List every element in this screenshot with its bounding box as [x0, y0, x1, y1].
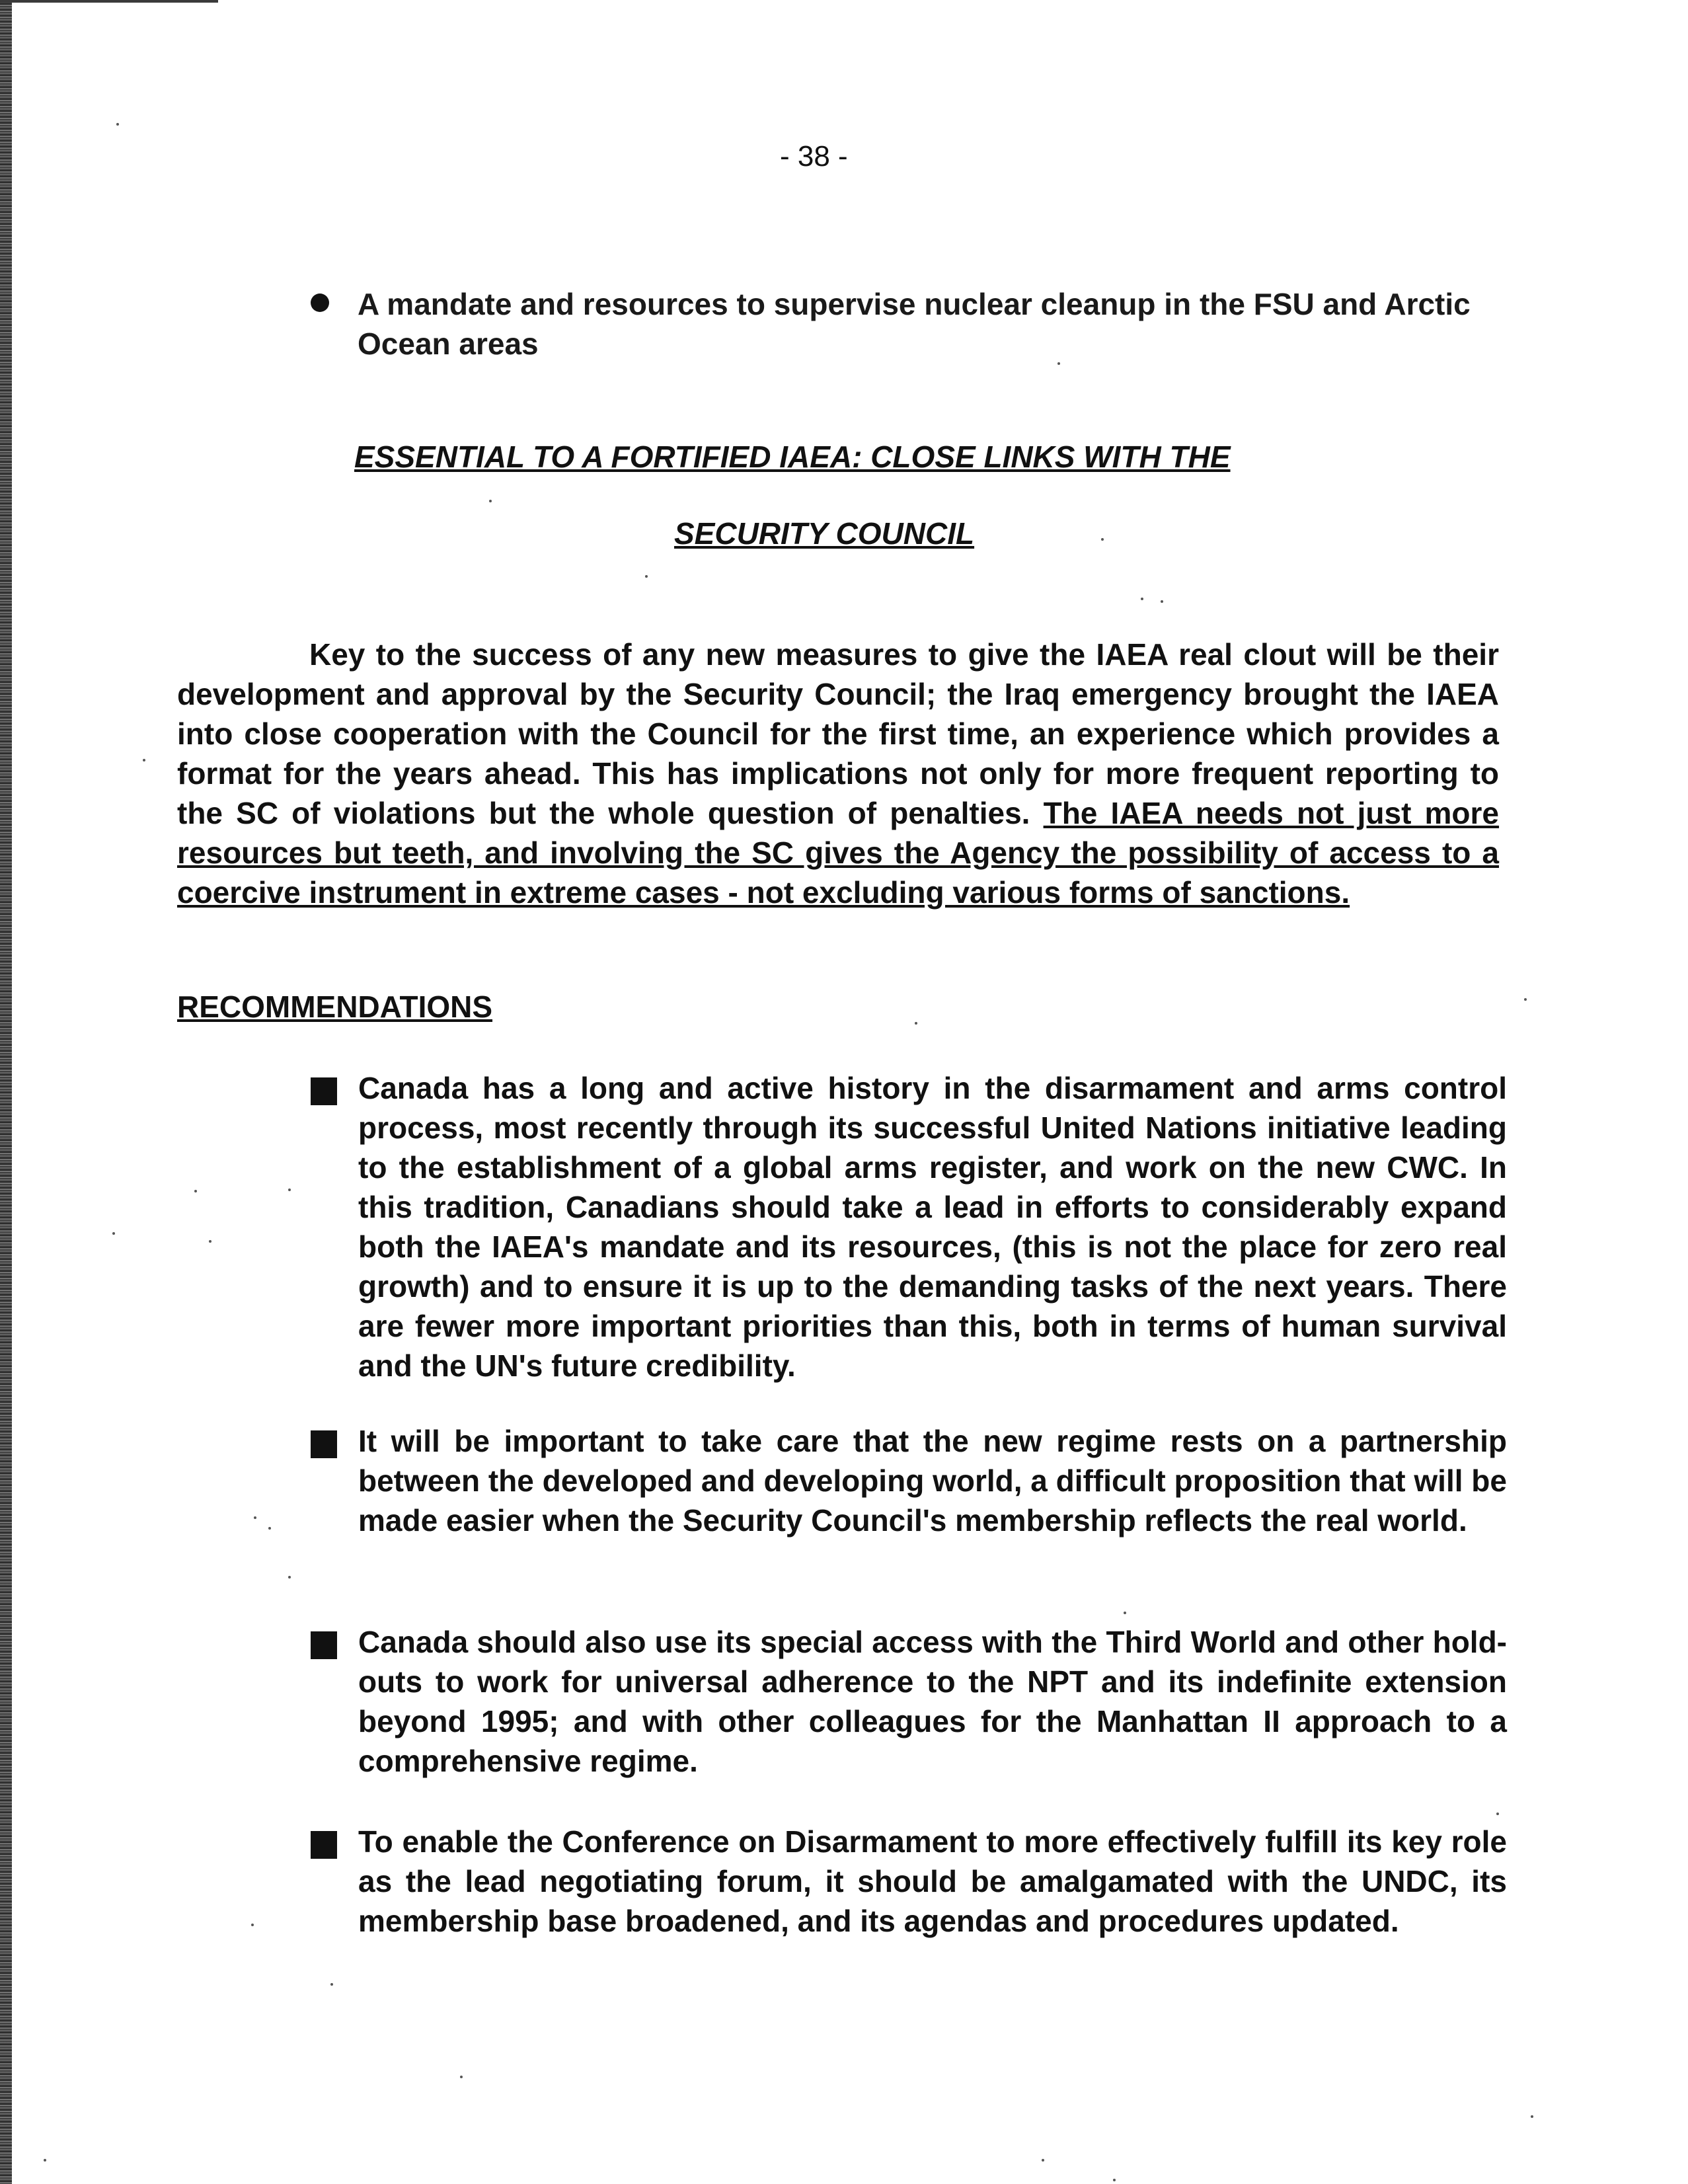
intro-bullet-item: A mandate and resources to supervise nuclear cleanup in the FSU and Arctic Ocean areas	[358, 287, 1471, 361]
scan-speck	[330, 1983, 333, 1986]
scan-speck	[251, 1924, 254, 1926]
recommendation-item	[311, 1822, 1507, 1941]
scan-speck	[1042, 2159, 1044, 2162]
recommendation-item	[311, 1622, 1507, 1781]
scan-speck	[143, 759, 145, 761]
recommendation-text: Canada should also use its special access with the Third World and other hold-outs to work for universal adherence to the NPT and its indefinite extension beyond 1995; and with other colleagues for the Manhattan II approach to a comprehensive regime.	[358, 1625, 1507, 1778]
scan-speck	[194, 1190, 197, 1192]
scan-speck	[1161, 600, 1163, 603]
recommendation-item	[311, 1068, 1507, 1385]
section-heading-line-1: ESSENTIAL TO A FORTIFIED IAEA: CLOSE LINKS WITH THE	[354, 440, 1231, 474]
recommendations-title: RECOMMENDATIONS	[177, 990, 493, 1024]
scan-speck	[288, 1189, 291, 1191]
scan-speck	[1141, 598, 1143, 600]
scan-edge-top	[0, 0, 218, 3]
page-number: - 38 -	[780, 140, 848, 173]
scan-speck	[209, 1240, 211, 1243]
paragraph-underlined-text: The IAEA needs not just more resources but teeth, and involving the SC gives the Agency the possibility of access to a coercive instrument in extreme cases - not excluding various forms of sanctions.	[177, 796, 1500, 910]
scan-speck	[1531, 2115, 1533, 2118]
square-bullet-icon	[311, 1077, 337, 1105]
recommendation-text: Canada has a long and active history in the disarmament and arms control process, most recently through its successful United Nations initiative leading to the establishment of a global arms register, and work on the new CWC. In this tradition, Canadians should take a lead in efforts to considerably expand both the IAEA's mandate and its resources, (this is not the place for zero real growth) and to ensure it is up to the demanding tasks of the next years. There are fewer more important priorities than this, both in terms of human survival and the UN's future credibility.	[358, 1071, 1507, 1383]
paragraph-text: Key to the success of any new measures to give the IAEA real clout will be their development and approval by the Security Council; the Iraq emergency brought the IAEA into close cooperation with the Council for the first time, an experience which provides a format for the years ahead. This has implications not only for more frequent reporting to the SC of violations but the whole question of penalties.	[177, 637, 1499, 830]
scan-speck	[254, 1516, 256, 1519]
recommendation-text: To enable the Conference on Disarmament to more effectively fulfill its key role as the lead negotiating forum, it should be amalgamated with the UNDC, its membership base broadened, and its agendas and procedures updated.	[358, 1824, 1507, 1938]
scan-speck	[1057, 362, 1060, 365]
recommendation-item	[311, 1421, 1507, 1540]
square-bullet-icon	[311, 1430, 337, 1458]
scan-speck	[1524, 998, 1527, 1001]
scan-speck	[1113, 2179, 1116, 2181]
scan-speck	[1101, 538, 1104, 541]
scan-speck	[112, 1232, 115, 1235]
section-heading-line-2: SECURITY COUNCIL	[674, 516, 975, 551]
recommendation-text: It will be important to take care that the new regime rests on a partnership between the developed and developing world, a difficult proposition that will be made easier when the Security Council's membership reflects the real world.	[358, 1424, 1507, 1538]
scan-speck	[268, 1527, 271, 1530]
round-bullet-icon	[311, 293, 329, 312]
scan-edge	[0, 0, 12, 2184]
scan-speck	[1124, 1612, 1126, 1614]
scan-speck	[44, 2159, 46, 2162]
scan-speck	[116, 123, 119, 126]
square-bullet-icon	[311, 1831, 337, 1859]
square-bullet-icon	[311, 1631, 337, 1659]
scan-speck	[288, 1576, 291, 1579]
scan-speck	[915, 1022, 917, 1025]
scan-speck	[489, 500, 492, 502]
scan-speck	[460, 2076, 463, 2078]
scan-speck	[645, 575, 648, 578]
section-paragraph	[177, 635, 1499, 912]
scan-speck	[1496, 1813, 1499, 1815]
